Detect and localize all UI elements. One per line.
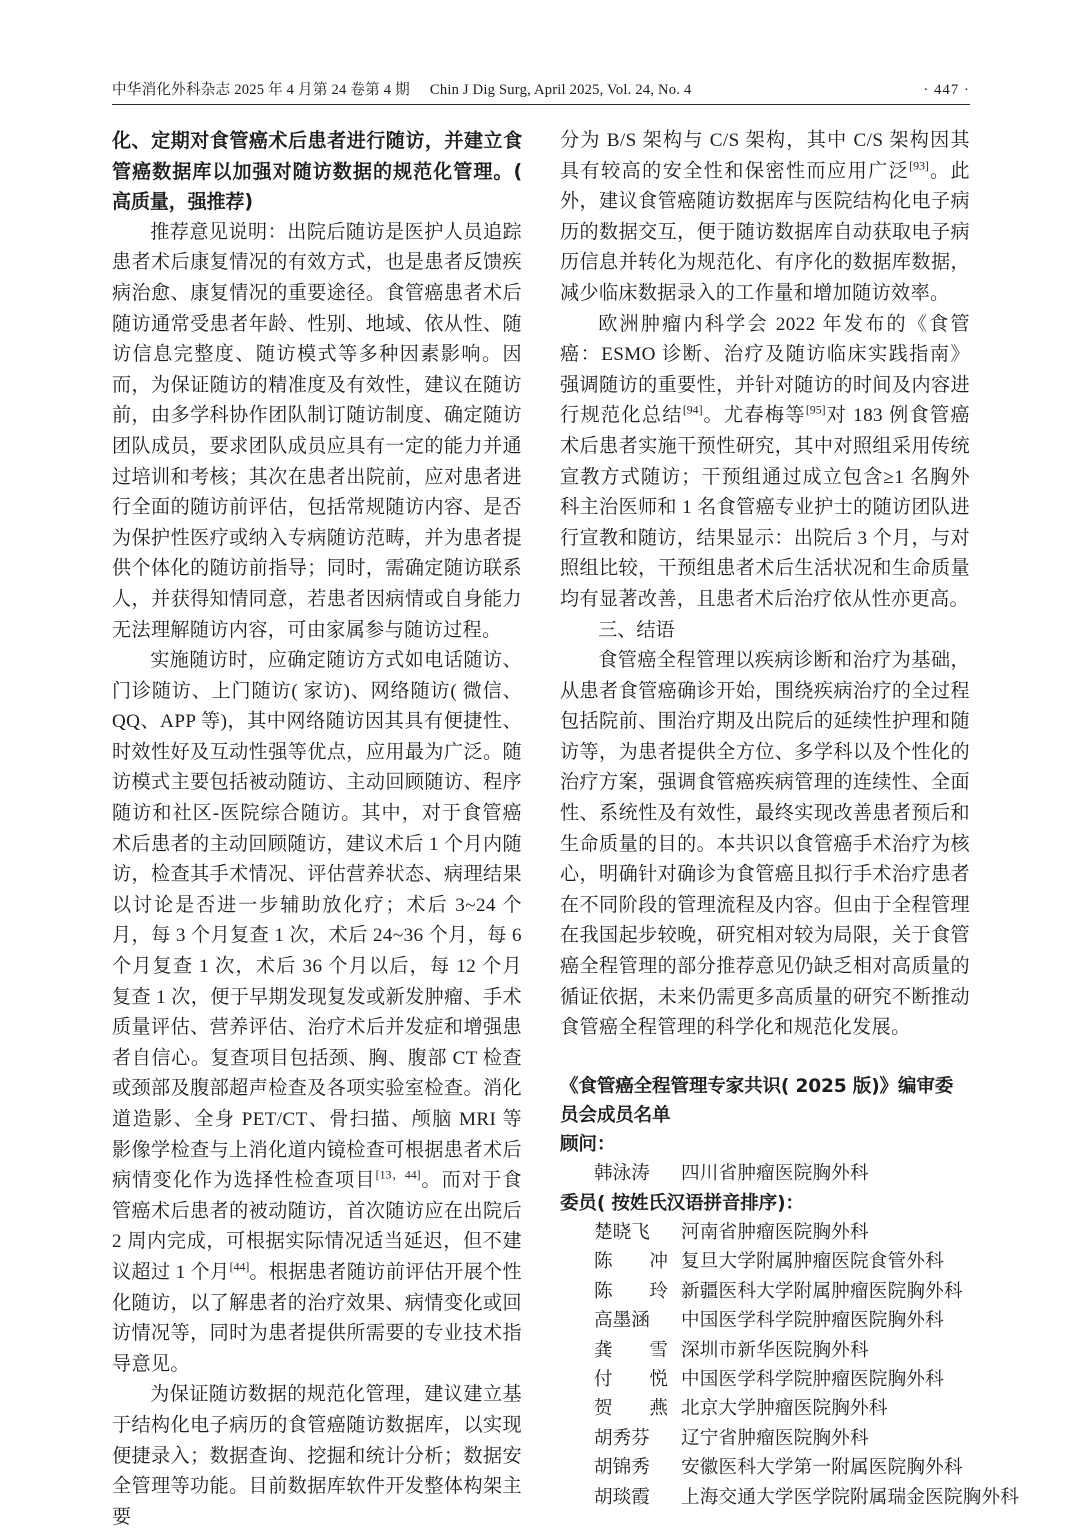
paragraph-esmo-guideline	[560, 310, 970, 616]
running-head-journal	[112, 78, 692, 99]
member-affiliation: 上海交通大学医学院附属瑞金医院胸外科	[681, 1486, 1020, 1508]
member-name: 楚晓飞	[594, 1222, 650, 1244]
member-affiliation: 深圳市新华医院胸外科	[681, 1339, 869, 1361]
paragraph-architecture-cont: 。此外，建议食管癌随访数据库与医院结构化电子病历的数据交互，便于随访数据库自动获取电子病历信息并转化为规范化、有序化的数据库数据，减少临床数据录入的工作量和增加随访效率。	[560, 160, 971, 304]
journal-title-cn: 中华消化外科杂志 2025 年 4 月第 24 卷第 4 期	[112, 82, 410, 98]
citation-93: [93]	[909, 158, 929, 173]
page-number: · 447 ·	[923, 82, 970, 98]
paragraph-architecture	[560, 126, 970, 310]
paragraph-architecture-text: 分为 B/S 架构与 C/S 架构，其中 C/S 架构因其具有较高的安全性和保密性而应用广泛	[560, 130, 970, 182]
list-item	[560, 1306, 970, 1335]
member-affiliation: 辽宁省肿瘤医院胸外科	[681, 1427, 869, 1449]
list-item	[560, 1218, 970, 1247]
member-affiliation: 北京大学肿瘤医院胸外科	[681, 1398, 888, 1420]
member-name: 陈 冲	[594, 1251, 668, 1273]
running-head	[112, 78, 970, 105]
list-item	[560, 1247, 970, 1276]
member-name: 付 悦	[594, 1369, 668, 1391]
section-heading-conclusion: 三、结语	[598, 619, 675, 641]
member-name: 韩泳涛	[594, 1163, 650, 1185]
committee-member-label: 委员( 按姓氏汉语拼音排序)：	[560, 1192, 804, 1214]
list-item	[560, 1277, 970, 1306]
paragraph-database-standardization: 为保证随访数据的规范化管理，建议建立基于结构化电子病历的食管癌随访数据库，以实现便捷录入；数据查询、挖掘和统计分析；数据安全管理等功能。目前数据库软件开发整体构架主要	[112, 1384, 522, 1528]
list-item	[560, 1159, 970, 1188]
citation-44: [44]	[229, 1259, 250, 1274]
member-name: 胡琰霞	[594, 1486, 650, 1508]
paragraph-recommendation-explanation: 推荐意见说明：出院后随访是医护人员追踪患者术后康复情况的有效方式，也是患者反馈疾病治愈、康复情况的重要途径。食管癌患者术后随访通常受患者年龄、性别、地域、依从性、随访信息完整度、随访模式等多种因素影响。因而，为保证随访的精准度及有效性，建议在随访前，由多学科协作团队制订随访制度、确定随访团队成员，要求团队成员应具有一定的能力并通过培训和考核；其次在患者出院前，应对患者进行全面的随访前评估，包括常规随访内容、是否为保护性医疗或纳入专病随访范畴，并为患者提供个体化的随访前指导；同时，需确定随访联系人，并获得知情同意，若患者因病情或自身能力无法理解随访内容，可由家属参与随访过程。	[112, 221, 522, 641]
citation-13-44: [13，44]	[375, 1167, 421, 1182]
list-item	[560, 1483, 1020, 1512]
paragraph-followup-methods-end: 。根据患者随访前评估开展个性化随访，以了解患者的治疗效果、病情变化或回访情况等，同时为患者提供所需要的专业技术指导意见。	[112, 1261, 523, 1375]
paragraph-esmo-end: 对 183 例食管癌术后患者实施干预性研究，其中对照组采用传统宣教方式随访；干预组通过成立包含≥1 名胸外科主治医师和 1 名食管癌专业护士的随访团队进行宣教和随访，结果显示：出院后 3 个月，与对照组比较，干预组患者术后生活状况和生命质量均有显著改善，且患者术后治疗依从性亦更高。	[560, 405, 970, 610]
member-affiliation: 中国医学科学院肿瘤医院胸外科	[681, 1310, 944, 1332]
paragraph-followup-methods-text: 实施随访时，应确定随访方式如电话随访、门诊随访、上门随访( 家访)、网络随访( 微信、QQ、APP 等)，其中网络随访因其具有便捷性、时效性好及互动性强等优点，应用最为广泛。随访模式主要包括被动随访、主动回顾随访、程序随访和社区-医院综合随访。其中，对于食管癌术后患者的主动回顾随访，建议术后 1 个月内随访，检查其手术情况、评估营养状态、病理结果以讨论是否进一步辅助放化疗；术后 3~24 个月，每 3 个月复查 1 次，术后 24~36 个月，每 6 个月复查 1 次，术后 36 个月以后，每 12 个月复查 1 次，便于早期发现复发或新发肿瘤、手术质量评估、营养评估、治疗术后并发症和增强患者自信心。复查项目包括颈、胸、腹部 CT 检查或颈部及腹部超声检查及各项实验室检查。消化道造影、全身 PET/CT、骨扫描、颅脑 MRI 等影像学检查与上消化道内镜检查可根据患者术后病情变化作为选择性检查项目	[112, 650, 522, 1192]
member-affiliation: 新疆医科大学附属肿瘤医院胸外科	[681, 1280, 963, 1302]
member-affiliation: 安徽医科大学第一附属医院胸外科	[681, 1457, 963, 1479]
committee-block	[560, 1072, 1020, 1512]
list-item	[560, 1424, 970, 1453]
paragraph-esmo-text: 欧洲肿瘤内科学会 2022 年发布的《食管癌：ESMO 诊断、治疗及随访临床实践指南》强调随访的重要性，并针对随访的时间及内容进行规范化总结	[560, 313, 970, 427]
member-name: 胡锦秀	[594, 1457, 650, 1479]
list-item	[560, 1394, 970, 1423]
member-name: 龚 雪	[594, 1339, 668, 1361]
column-right	[560, 126, 1020, 1533]
list-item	[560, 1453, 970, 1482]
member-name: 陈 玲	[594, 1280, 668, 1302]
paragraph-followup-methods-cont: 。而对于食管癌术后患者的被动随访，首次随访应在出院后 2 周内完成，可根据实际情况适当延迟，但不建议超过 1 个月	[112, 1170, 522, 1283]
article-body	[112, 126, 1020, 1533]
list-item	[560, 1336, 970, 1365]
committee-title: 《食管癌全程管理专家共识( 2025 版)》编审委员会成员名单	[560, 1075, 954, 1126]
member-affiliation: 中国医学科学院肿瘤医院胸外科	[681, 1369, 944, 1391]
citation-94: [94]	[682, 402, 703, 417]
committee-advisor-label: 顾问：	[560, 1133, 616, 1155]
member-affiliation: 复旦大学附属肿瘤医院食管外科	[681, 1251, 944, 1273]
journal-title-en: Chin J Dig Surg, April 2025, Vol. 24, No. 4	[429, 82, 692, 98]
paragraph-esmo-cont: 。尤春梅等	[702, 405, 806, 427]
citation-95: [95]	[805, 402, 826, 417]
paragraph-conclusion: 食管癌全程管理以疾病诊断和治疗为基础，从患者食管癌确诊开始，围绕疾病治疗的全过程包括院前、围治疗期及出院后的延续性护理和随访等，为患者提供全方位、多学科以及个性化的治疗方案，强调食管癌疾病管理的连续性、全面性、系统性及有效性，最终实现改善患者预后和生命质量的目的。本共识以食管癌手术治疗为核心，明确针对确诊为食管癌且拟行手术治疗患者在不同阶段的管理流程及内容。但由于全程管理在我国起步较晚，研究相对较为局限，关于食管癌全程管理的部分推荐意见仍缺乏相对高质量的循证依据，未来仍需更多高质量的研究不断推动食管癌全程管理的科学化和规范化发展。	[560, 650, 970, 1039]
member-affiliation: 四川省肿瘤医院胸外科	[681, 1163, 869, 1185]
list-item	[560, 1365, 970, 1394]
member-affiliation: 河南省肿瘤医院胸外科	[681, 1222, 869, 1244]
paragraph-followup-methods	[112, 646, 522, 1380]
member-name: 贺 燕	[594, 1398, 668, 1420]
column-left	[112, 126, 522, 1533]
recommendation-statement: 化、定期对食管癌术后患者进行随访，并建立食管癌数据库以加强对随访数据的规范化管理。( 高质量，强推荐)	[112, 129, 522, 214]
member-name: 高墨涵	[594, 1310, 650, 1332]
member-name: 胡秀芬	[594, 1427, 650, 1449]
